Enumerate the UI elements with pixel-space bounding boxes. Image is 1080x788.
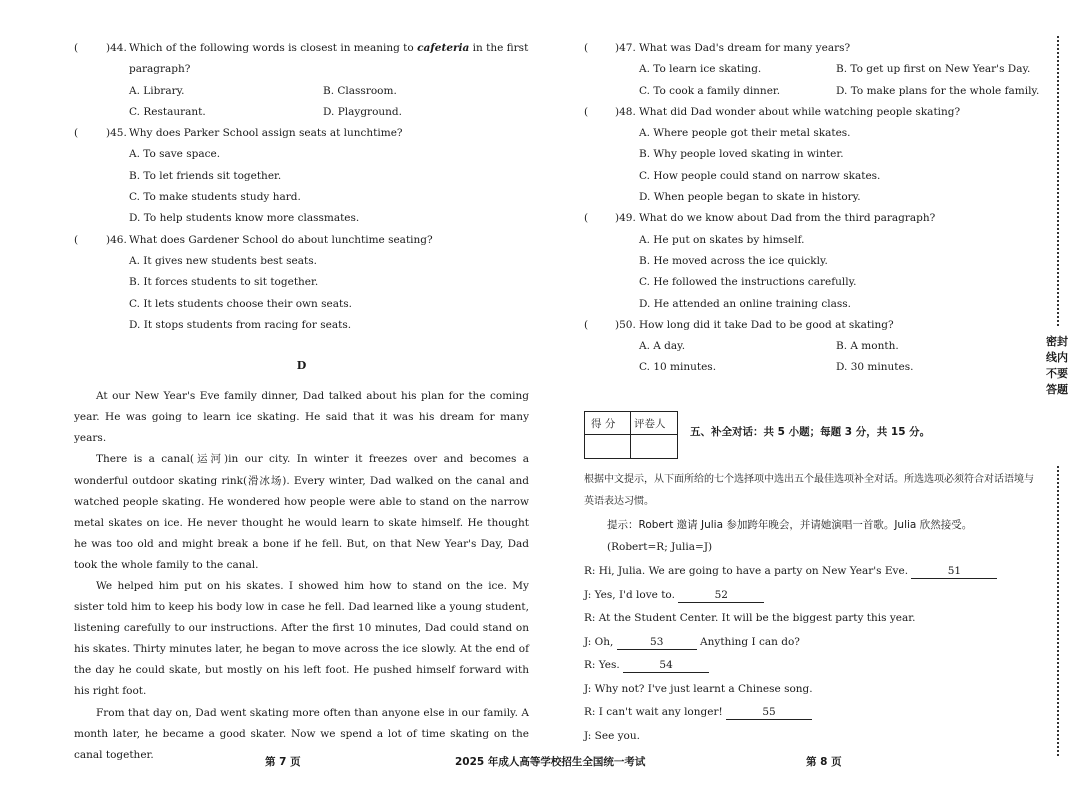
dialogue-line-6: J: Why not? I've just learnt a Chinese song. <box>584 682 813 695</box>
options-row <box>74 81 529 102</box>
question-45: ( )45. Why does Parker School assign seats at lunchtime? A. To save space. B. To let friends sit together. C. To make students study hard. D. To help students know more classmates. <box>74 123 529 229</box>
option-a[interactable]: A. To save space. <box>129 148 221 161</box>
options-row <box>584 336 1044 357</box>
option-c[interactable]: C. To cook a family dinner. <box>639 84 781 97</box>
answer-blank-54[interactable]: 54 <box>623 659 709 673</box>
seal-line-bottom <box>1057 466 1059 756</box>
question-text: What was Dad's dream for many years? <box>639 42 851 54</box>
dialogue-line-7: R: I can't wait any longer! 55 <box>584 701 1044 725</box>
option-d[interactable]: D. When people began to skate in history. <box>639 191 861 204</box>
option-c[interactable]: C. 10 minutes. <box>639 361 717 374</box>
answer-blank-52[interactable]: 52 <box>678 589 764 603</box>
left-column <box>74 38 529 766</box>
section-five-title: 五、补全对话：共 5 小题；每题 3 分，共 15 分。 <box>690 426 931 438</box>
option-b[interactable]: B. It forces students to sit together. <box>129 276 319 289</box>
right-column <box>584 38 1044 379</box>
options-row <box>584 357 1044 378</box>
question-text-cont: paragraph? <box>129 63 191 76</box>
option-c[interactable]: C. Restaurant. <box>129 105 206 118</box>
exam-title-footer: 2025 年成人高等学校招生全国统一考试 <box>455 756 646 768</box>
question-text: What do we know about Dad from the third paragraph? <box>639 212 936 225</box>
seal-line-top <box>1057 36 1059 326</box>
dialogue-line-2: J: Yes, I'd love to. 52 <box>584 584 1044 608</box>
option-b[interactable]: B. Why people loved skating in winter. <box>639 148 844 161</box>
dialogue <box>584 560 1044 748</box>
answer-blank-53[interactable]: 53 <box>617 636 697 650</box>
option-d[interactable]: D. To make plans for the whole family. <box>836 84 1040 97</box>
question-49: ( )49. What do we know about Dad from the third paragraph? A. He put on skates by himself. B. He moved across the ice quickly. C. He followed the instructions carefully. D. He attended an online training class. <box>584 208 1044 314</box>
seal-line-label: 密封线内不要答题 <box>1046 335 1068 396</box>
dialogue-line-1: R: Hi, Julia. We are going to have a party on New Year's Eve. 51 <box>584 560 1044 584</box>
option-c[interactable]: C. To make students study hard. <box>129 191 301 204</box>
option-c[interactable]: C. How people could stand on narrow skates. <box>639 169 881 182</box>
option-b[interactable]: B. He moved across the ice quickly. <box>639 254 828 267</box>
passage-paragraph-3: We helped him put on his skates. I showed him how to stand on the ice. My sister told him to keep his body low in case he fell. Dad learned like a young student, listening carefully to our instructions. After the first 10 minutes, Dad could stand on his skates. Thirty minutes later, he began to move across the ice slowly. At the end of the day he could skate, but mostly on his left foot. He pushed himself forward with his right foot. <box>74 580 529 698</box>
option-a[interactable]: A. It gives new students best seats. <box>129 254 317 267</box>
answer-blank-55[interactable]: 55 <box>726 706 812 720</box>
question-text: What does Gardener School do about lunchtime seating? <box>129 233 433 246</box>
option-d[interactable]: D. To help students know more classmates. <box>129 212 360 225</box>
dialogue-line-3: R: At the Student Center. It will be the biggest party this year. <box>584 612 916 624</box>
option-a[interactable]: A. He put on skates by himself. <box>639 233 805 246</box>
answer-blank-51[interactable]: 51 <box>911 565 997 579</box>
section-five-instruction: 根据中文提示，从下面所给的七个选择项中选出五个最佳选项补全对话。所选选项必须符合对话语境与英语表达习惯。 <box>584 474 1034 507</box>
passage-paragraph-1: At our New Year's Eve family dinner, Dad talked about his plan for the coming year. He was going to learn ice skating. He said that it was his dream for many years. <box>74 390 529 445</box>
question-44: ( )44. Which of the following words is closest in meaning to cafeteria in the first paragraph? A. Library. B. Classroom. C. Restaurant. D. Playground. <box>74 38 529 123</box>
section-five-hint: 提示：Robert 邀请 Julia 参加跨年晚会，并请她演唱一首歌。Julia 欣然接受。 <box>607 519 973 531</box>
dialogue-line-8: J: See you. <box>584 729 640 742</box>
options-row <box>584 81 1044 102</box>
option-b[interactable]: B. To get up first on New Year's Day. <box>836 63 1031 76</box>
option-c[interactable]: C. It lets students choose their own seats. <box>129 297 352 310</box>
option-a[interactable]: A. To learn ice skating. <box>639 63 762 76</box>
option-a[interactable]: A. A day. <box>639 340 686 353</box>
options-row <box>74 102 529 123</box>
question-text: What did Dad wonder about while watching people skating? <box>639 105 961 118</box>
question-47: ( )47. What was Dad's dream for many years? A. To learn ice skating. B. To get up first on New Year's Day. C. To cook a family dinner. D. To make plans for the whole family. <box>584 38 1044 102</box>
section-five-roles: (Robert=R; Julia=J) <box>607 541 713 553</box>
option-b[interactable]: B. Classroom. <box>323 84 397 97</box>
option-d[interactable]: D. He attended an online training class. <box>639 297 851 310</box>
question-48: ( )48. What did Dad wonder about while watching people skating? A. Where people got their metal skates. B. Why people loved skating in winter. C. How people could stand on narrow skates. D. When people began to skate in history. <box>584 102 1044 208</box>
options-row <box>584 59 1044 80</box>
question-text: How long did it take Dad to be good at skating? <box>639 318 894 331</box>
page-number-left: 第 7 页 <box>265 756 301 768</box>
question-46: ( )46. What does Gardener School do about lunchtime seating? A. It gives new students best seats. B. It forces students to sit together. C. It lets students choose their own seats. D. It stops students from racing for seats. <box>74 230 529 336</box>
dialogue-line-5: R: Yes. 54 <box>584 654 1044 678</box>
option-a[interactable]: A. Where people got their metal skates. <box>639 127 851 140</box>
question-text: Which of the following words is closest in meaning to <box>129 42 418 54</box>
option-d[interactable]: D. Playground. <box>323 105 402 118</box>
option-a[interactable]: A. Library. <box>129 84 185 97</box>
page-number-right: 第 8 页 <box>806 756 842 768</box>
option-b[interactable]: B. A month. <box>836 340 899 353</box>
keyword: cafeteria <box>417 42 470 54</box>
grader-label: 评卷人 <box>634 418 666 430</box>
passage-body <box>74 386 529 766</box>
option-b[interactable]: B. To let friends sit together. <box>129 169 282 182</box>
passage-title: D <box>296 359 307 373</box>
passage-paragraph-4: From that day on, Dad went skating more often than anyone else in our family. A month later, he became a good skater. Now we spend a lot of time skating on the canal together. <box>74 706 529 761</box>
score-label: 得 分 <box>591 418 616 430</box>
option-d[interactable]: D. It stops students from racing for seats. <box>129 318 352 331</box>
dialogue-line-4: J: Oh, 53 Anything I can do? <box>584 635 800 648</box>
option-d[interactable]: D. 30 minutes. <box>836 361 914 374</box>
question-text: Why does Parker School assign seats at lunchtime? <box>129 127 403 140</box>
option-c[interactable]: C. He followed the instructions carefully. <box>639 276 857 289</box>
question-50: ( )50. How long did it take Dad to be good at skating? A. A day. B. A month. C. 10 minutes. D. 30 minutes. <box>584 315 1044 379</box>
score-box <box>584 411 678 459</box>
passage-paragraph-2: There is a canal(运河)in our city. In winter it freezes over and becomes a wonderful outdoor skating rink(滑冰场). Every winter, Dad walked on the canal and watched people skating. He wondered how people were able to stand on the narrow metal skates on ice. He never thought he would learn to skate himself. He thought he was too old and might break a bone if he fell. But, on that New Year's Day, Dad took the whole family to the canal. <box>74 453 529 571</box>
